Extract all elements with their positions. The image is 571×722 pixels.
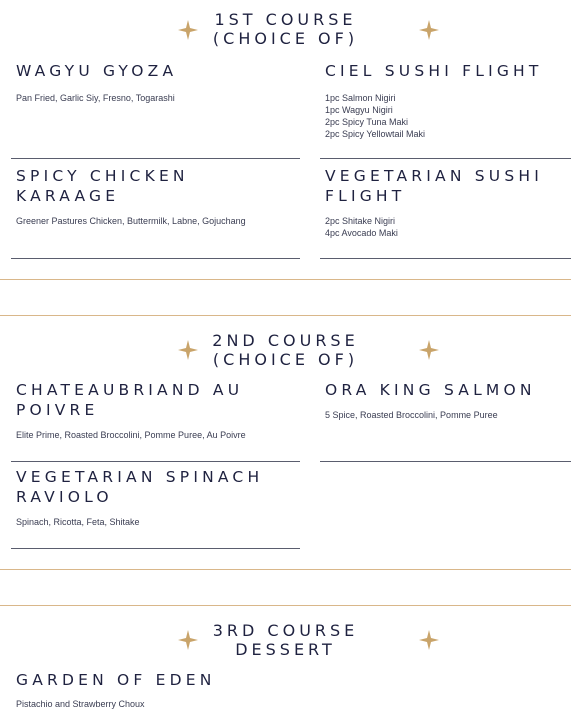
section-divider: [0, 569, 571, 570]
section-divider: [0, 605, 571, 606]
four-point-star-icon: [419, 340, 439, 360]
course1-subtitle: (CHOICE OF): [212, 29, 359, 48]
item-name-line: VEGETARIAN SPINACH: [16, 468, 264, 486]
menu-item-wagyu-gyoza: [16, 61, 301, 104]
four-point-star-icon: [419, 630, 439, 650]
item-divider: [320, 258, 571, 259]
item-divider: [320, 158, 571, 159]
section-divider: [0, 279, 571, 280]
item-divider: [11, 158, 300, 159]
section-divider: [0, 315, 571, 316]
menu-item-spicy-chicken-karaage: [16, 166, 301, 227]
course2-header: [0, 331, 571, 369]
item-description: Elite Prime, Roasted Broccolini, Pomme Puree, Au Poivre: [16, 430, 246, 440]
item-name-line: CHATEAUBRIAND AU: [16, 381, 244, 399]
item-name-line: KARAAGE: [16, 187, 120, 205]
menu-item-garden-of-eden: [16, 670, 301, 710]
item-divider: [11, 258, 300, 259]
menu-item-chateaubriand: [16, 380, 301, 441]
course1-header: [0, 10, 571, 48]
item-description-line: 2pc Spicy Tuna Maki: [325, 117, 409, 127]
item-divider: [11, 548, 300, 549]
item-name: GARDEN OF EDEN: [16, 671, 216, 689]
item-description-line: 1pc Salmon Nigiri: [325, 93, 396, 103]
four-point-star-icon: [178, 630, 198, 650]
four-point-star-icon: [419, 20, 439, 40]
item-description: Pan Fried, Garlic Siy, Fresno, Togarashi: [16, 93, 175, 103]
item-divider: [11, 461, 300, 462]
item-name: ORA KING SALMON: [325, 381, 536, 399]
item-name-line: VEGETARIAN SUSHI: [325, 167, 543, 185]
course3-header: [0, 621, 571, 659]
course3-subtitle: DESSERT: [235, 640, 336, 659]
course1-title: 1ST COURSE: [214, 10, 357, 29]
course2-title: 2ND COURSE: [212, 331, 359, 350]
item-description: Pistachio and Strawberry Choux: [16, 699, 145, 709]
four-point-star-icon: [178, 340, 198, 360]
item-name-line: RAVIOLO: [16, 488, 113, 506]
item-description: 5 Spice, Roasted Broccolini, Pomme Puree: [325, 410, 498, 420]
menu-item-ora-king-salmon: [325, 380, 565, 421]
course2-subtitle: (CHOICE OF): [212, 350, 359, 369]
item-description-line: 4pc Avocado Maki: [325, 228, 398, 238]
item-description: Greener Pastures Chicken, Buttermilk, Labne, Gojuchang: [16, 216, 246, 226]
item-description-line: 2pc Shitake Nigiri: [325, 216, 396, 226]
item-name-line: POIVRE: [16, 401, 99, 419]
item-description-line: 1pc Wagyu Nigiri: [325, 105, 393, 115]
menu-item-ciel-sushi-flight: [325, 61, 565, 140]
course3-title: 3RD COURSE: [212, 621, 359, 640]
menu-item-vegetarian-spinach-raviolo: [16, 467, 301, 528]
item-name: WAGYU GYOZA: [16, 62, 178, 80]
four-point-star-icon: [178, 20, 198, 40]
item-name: CIEL SUSHI FLIGHT: [325, 62, 543, 80]
item-name-line: SPICY CHICKEN: [16, 167, 189, 185]
item-description: Spinach, Ricotta, Feta, Shitake: [16, 517, 140, 527]
item-divider: [320, 461, 571, 462]
item-name-line: FLIGHT: [325, 187, 406, 205]
item-description-line: 2pc Spicy Yellowtail Maki: [325, 129, 426, 139]
menu-item-vegetarian-sushi-flight: [325, 166, 571, 239]
